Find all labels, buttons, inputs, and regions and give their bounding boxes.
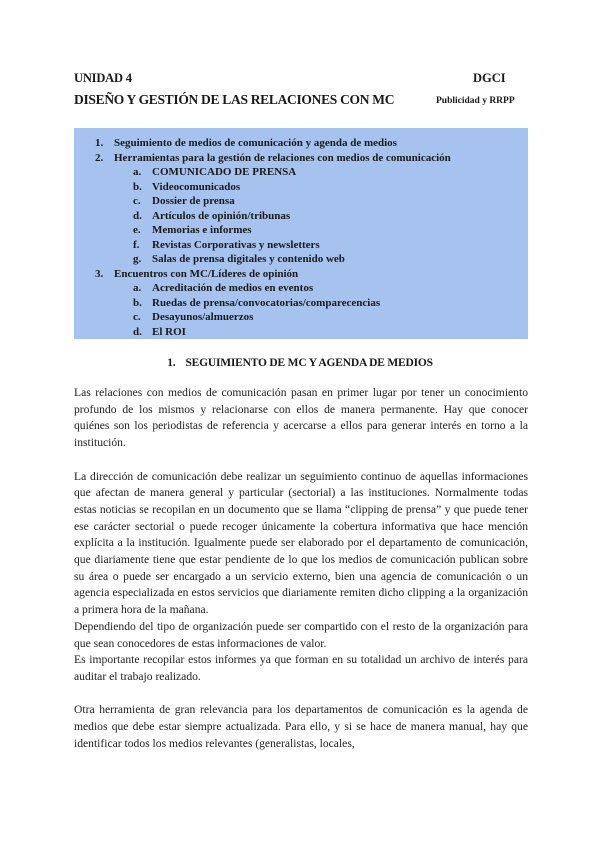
toc-subitem-letter: c.: [133, 195, 141, 207]
toc-subitem-letter: e.: [133, 224, 141, 236]
toc-subitem-letter: d.: [133, 209, 142, 222]
toc-subitem-letter: c.: [133, 311, 141, 323]
paragraph: La dirección de comunicación debe realizar un seguimiento continuo de aquellas informaciones que afectan de manera general y particular (sectorial) a las instituciones. Normalmente todas estas noticias se recopilan en un documento que se llama “clipping de prensa” y que puede tener ese carácter sectorial o puede recoger únicamente la cobertura informativa que hace mención explícita a la institución. Igualmente puede ser elaborado por el departamento de comunicación, que diariamente tiene que estar pendiente de lo que los medios de comunicación publican sobre su área o puede ser encargado a un servicio externo, bien una agencia de comunicación o un agencia especializada en estos servicios que diariamente remiten dicho clipping a la organización a primera hora de la mañana.: [74, 469, 528, 617]
document-title: DISEÑO Y GESTIÓN DE LAS RELACIONES CON MC: [74, 92, 395, 107]
toc-item-number: 2.: [95, 151, 104, 164]
toc-item: [74, 267, 528, 282]
toc-subitem: [74, 209, 528, 224]
toc-subitem-letter: f.: [133, 238, 140, 251]
toc-item: [74, 151, 528, 166]
paragraph: Dependiendo del tipo de organización puede ser compartido con el resto de la organización para que sean conocedores de estas informaciones de valor.: [74, 619, 528, 650]
paragraph: Es importante recopilar estos informes ya que forman en su totalidad un archivo de interés para auditar el trabajo realizado.: [74, 653, 528, 683]
toc-subitem: [74, 310, 528, 325]
toc-subitem: [74, 281, 528, 296]
section-number: 1.: [167, 357, 176, 369]
toc-subitem: [74, 180, 528, 195]
toc-subitem-label: Memorias e informes: [152, 224, 252, 236]
toc-subitem-label: El ROI: [152, 325, 186, 338]
toc-item: [74, 136, 528, 151]
toc-subitem-letter: b.: [133, 296, 142, 309]
toc-subitem-letter: b.: [133, 180, 142, 193]
toc-subitem-letter: g.: [133, 253, 142, 265]
course-subject: Publicidad y RRPP: [436, 96, 515, 106]
paragraph: Otra herramienta de gran relevancia para los departamentos de comunicación es la agenda de medios que debe estar siempre actualizada. Para ello, y si se hace de manera manual, hay que identificar todos los medios relevantes (generalistas, locales,: [74, 703, 528, 750]
toc-subitem-label: COMUNICADO DE PRENSA: [152, 166, 297, 178]
table-of-contents: [74, 128, 528, 339]
toc-subitem-letter: a.: [133, 166, 142, 178]
toc-subitem-label: Salas de prensa digitales y contenido web: [152, 253, 345, 265]
section-heading: [0, 357, 600, 369]
toc-item-number: 1.: [95, 137, 104, 149]
body-text: [74, 385, 528, 752]
toc-item-label: Seguimiento de medios de comunicación y agenda de medios: [114, 137, 397, 149]
toc-subitem: [74, 325, 528, 340]
toc-subitem: [74, 165, 528, 180]
toc-subitem-label: Desayunos/almuerzos: [152, 311, 254, 323]
toc-subitem-label: Revistas Corporativas y newsletters: [152, 238, 320, 251]
toc-subitem-label: Dossier de prensa: [152, 195, 235, 207]
toc-item-label: Encuentros con MC/Líderes de opinión: [114, 267, 299, 280]
toc-subitem: [74, 296, 528, 311]
paragraph: Las relaciones con medios de comunicación pasan en primer lugar por tener un conocimiento profundo de los mismos y relacionarse con ellos de manera permanente. Hay que conocer quiénes son los periodistas de referencia y acercarse a ellos para generar interés en torno a la institución.: [74, 386, 528, 450]
unit-label: UNIDAD 4: [74, 71, 132, 85]
course-code: DGCI: [473, 71, 506, 85]
toc-subitem: [74, 252, 528, 267]
toc-subitem-label: Videocomunicados: [152, 180, 241, 193]
toc-item-number: 3.: [95, 267, 104, 280]
toc-subitem: [74, 238, 528, 253]
toc-item-label: Herramientas para la gestión de relaciones con medios de comunicación: [114, 151, 451, 164]
toc-subitem-label: Artículos de opinión/tribunas: [152, 209, 291, 222]
toc-subitem-label: Acreditación de medios en eventos: [152, 282, 314, 294]
toc-subitem-letter: a.: [133, 282, 142, 294]
section-title: SEGUIMIENTO DE MC Y AGENDA DE MEDIOS: [185, 357, 433, 369]
toc-subitem-letter: d.: [133, 325, 142, 338]
toc-subitem: [74, 194, 528, 209]
toc-subitem: [74, 223, 528, 238]
toc-subitem-label: Ruedas de prensa/convocatorias/comparecencias: [152, 296, 381, 309]
